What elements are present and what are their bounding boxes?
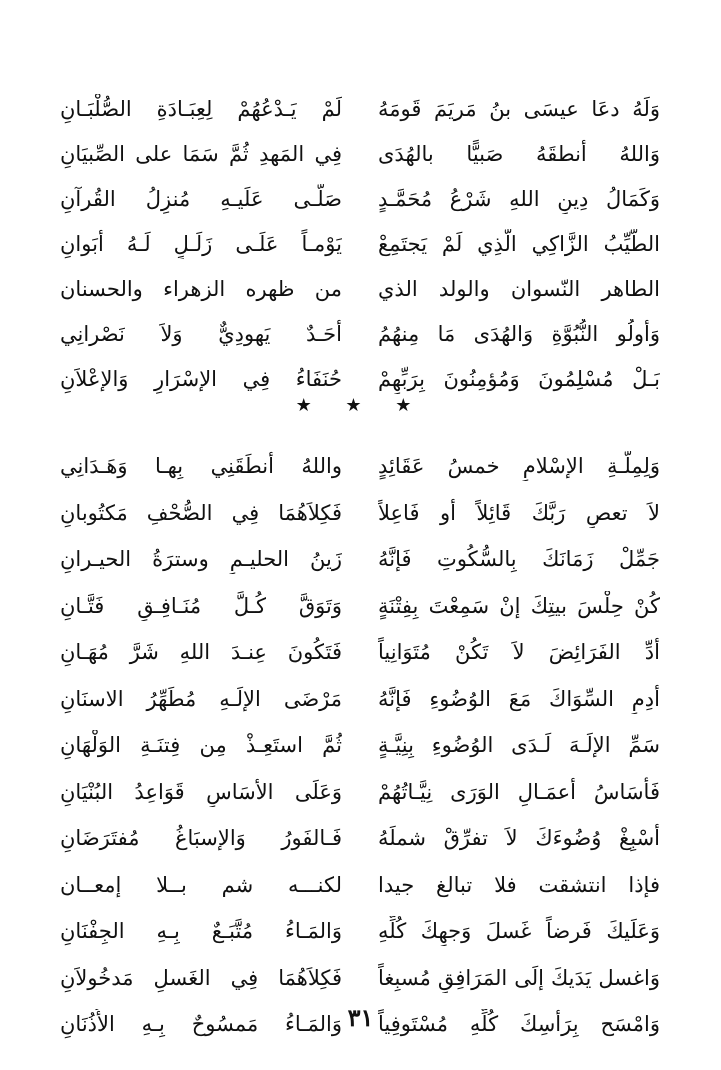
- verse-second-hemistich: يَوْمـاً عَلَـى زَلَـلٍ لَـهُ أبَوانِ: [60, 231, 342, 256]
- verse-row: [60, 815, 660, 862]
- verse-second-hemistich: لكنـــه شم بــلا إمعــان: [60, 872, 342, 897]
- verse-row: [60, 583, 660, 630]
- verse-second-hemistich: وَالمَـاءُ مُتَّبَـعٌ بِـهِ الجِفْنَانِ: [60, 919, 342, 944]
- verse-second-hemistich: من ظهره الزهراء والحسنان: [60, 276, 342, 301]
- verse-row: [60, 221, 660, 266]
- verse-second-hemistich: مَرْضَى الإلَـهِ مُطَهِّرُ الاسنَانِ: [60, 686, 342, 711]
- verse-first-hemistich: سَمِّ الإلَـهَ لَـدَى الوُضُوءِ بِنِيَّـةٍ: [378, 733, 660, 758]
- verse-row: [60, 629, 660, 676]
- verse-first-hemistich: وَاغسل يَدَيكَ إلَى المَرَافِقِ مُسبِغاً: [378, 965, 660, 990]
- verse-first-hemistich: أدِّ الفَرَائِضَ لاَ تَكُنْ مُتَوَانِياً: [378, 640, 660, 665]
- verse-second-hemistich: وَالمَـاءُ مَمسُوحٌ بِـهِ الأُذُنَانِ: [60, 1012, 342, 1037]
- verse-first-hemistich: كُنْ حِلْسَ بيتِكَ إنْ سَمِعْتَ بِفِتْنَةٍ: [378, 593, 660, 618]
- verse-first-hemistich: وَلَهُ دعَا عيسَى بنُ مَريَمَ قَومَهُ: [378, 96, 660, 121]
- verse-row: [60, 490, 660, 537]
- verse-second-hemistich: صَلَّـى عَلَيـهِ مُنزِلُ القُرآنِ: [60, 186, 342, 211]
- verse-second-hemistich: زَينُ الحليـمِ وسترَةُ الحيـرانِ: [60, 547, 342, 572]
- verse-first-hemistich: وَكَمَالُ دِينِ اللهِ شَرْعُ مُحَمَّـدٍ: [378, 186, 660, 211]
- verse-first-hemistich: وَأولُو النُّبُوَّةِ وَالهُدَى مَا مِنهُمُ: [378, 321, 660, 346]
- verse-first-hemistich: وَاللهُ أنطقَهُ صَبيًّا بالهُدَى: [378, 141, 660, 166]
- verse-row: [60, 86, 660, 131]
- verse-row: [60, 722, 660, 769]
- verse-second-hemistich: حُنَفَاءُ فِي الإسْرَارِ وَالإعْلاَنِ: [60, 366, 342, 391]
- stanza-1: [60, 86, 660, 401]
- verse-row: [60, 176, 660, 221]
- verse-second-hemistich: فِي المَهدِ ثُمَّ سَمَا على الصِّبيَانِ: [60, 141, 342, 166]
- verse-second-hemistich: وَتَوَقَّ كُـلَّ مُنَـافِـقٍ فَتَّـانِ: [60, 593, 342, 618]
- verse-row: [60, 311, 660, 356]
- verse-second-hemistich: لَمْ يَـدْعُهُمْ لِعِبَـادَةِ الصُّلْبَـانِ: [60, 96, 342, 121]
- section-divider-stars: ★ ★ ★: [295, 395, 426, 416]
- verse-row: [60, 862, 660, 909]
- verse-second-hemistich: فَـالفَورُ وَالإسبَاغُ مُفتَرَضَانِ: [60, 826, 342, 851]
- verse-second-hemistich: فَكِلاَهُمَا فِي الغَسلِ مَدخُولاَنِ: [60, 965, 342, 990]
- verse-first-hemistich: بَـلْ مُسْلِمُونَ وَمُؤمِنُونَ بِرَبِّهِمْ: [378, 366, 660, 391]
- verse-first-hemistich: وَعَلَيكَ فَرضاً غَسلَ وَجهِكَ كُلِّهِ: [378, 919, 660, 944]
- verse-second-hemistich: أحَـدٌ يَهودِيٌّ وَلاَ نَصْرانِي: [60, 321, 342, 346]
- verse-second-hemistich: فَكِلاَهُمَا فِي الصُّحْفِ مَكتُوبانِ: [60, 500, 342, 525]
- verse-row: [60, 676, 660, 723]
- stanza-2: [60, 443, 660, 1048]
- verse-row: [60, 536, 660, 583]
- verse-second-hemistich: ثُمَّ استَعِـذْ مِن فِتنَـةِ الوَلْهَانِ: [60, 733, 342, 758]
- page-number: ٣١: [347, 1003, 374, 1032]
- verse-first-hemistich: وَامْسَح بِرَأسِكَ كُلِّهِ مُسْتَوفِياً: [378, 1012, 660, 1037]
- verse-row: [60, 908, 660, 955]
- verse-first-hemistich: فإذا انتشقت فلا تبالغ جيدا: [378, 872, 660, 897]
- verse-second-hemistich: وَعَلَى الأسَاسِ قَوَاعِدُ البُنْيَانِ: [60, 779, 342, 804]
- verse-first-hemistich: وَلِمِلَّـةِ الإسْلامِ خمسُ عَقَائِدٍ: [378, 454, 660, 479]
- verse-first-hemistich: الطَّيِّبُ الزَّاكِي الَّذِي لَمْ يَجتَمِعْ: [378, 231, 660, 256]
- verse-second-hemistich: فَتَكُونَ عِنـدَ اللهِ شَرَّ مُهَـانِ: [60, 640, 342, 665]
- verse-row: [60, 131, 660, 176]
- verse-row: [60, 443, 660, 490]
- verse-first-hemistich: لاَ تعصِ رَبَّكَ قَائِلاً أو فَاعِلاً: [378, 500, 660, 525]
- verse-first-hemistich: أسْبِغْ وُضُوءَكَ لاَ تفرِّقْ شملَهُ: [378, 826, 660, 851]
- verse-first-hemistich: فَأسَاسُ أعمَـالِ الوَرَى نِيَّـاتُهُمْ: [378, 779, 660, 804]
- verse-row: [60, 955, 660, 1002]
- verse-first-hemistich: أدِمِ السِّوَاكَ مَعَ الوُضُوءِ فَإنَّهُ: [378, 686, 660, 711]
- verse-row: [60, 266, 660, 311]
- verse-first-hemistich: الطاهر النّسوان والولد الذي: [378, 276, 660, 301]
- verse-row: [60, 769, 660, 816]
- verse-second-hemistich: واللهُ أنطَقَنِي بِهـا وَهَـدَانِي: [60, 454, 342, 479]
- verse-first-hemistich: جَمِّلْ زَمَانَكَ بِالسُّكُوتِ فَإنَّهُ: [378, 547, 660, 572]
